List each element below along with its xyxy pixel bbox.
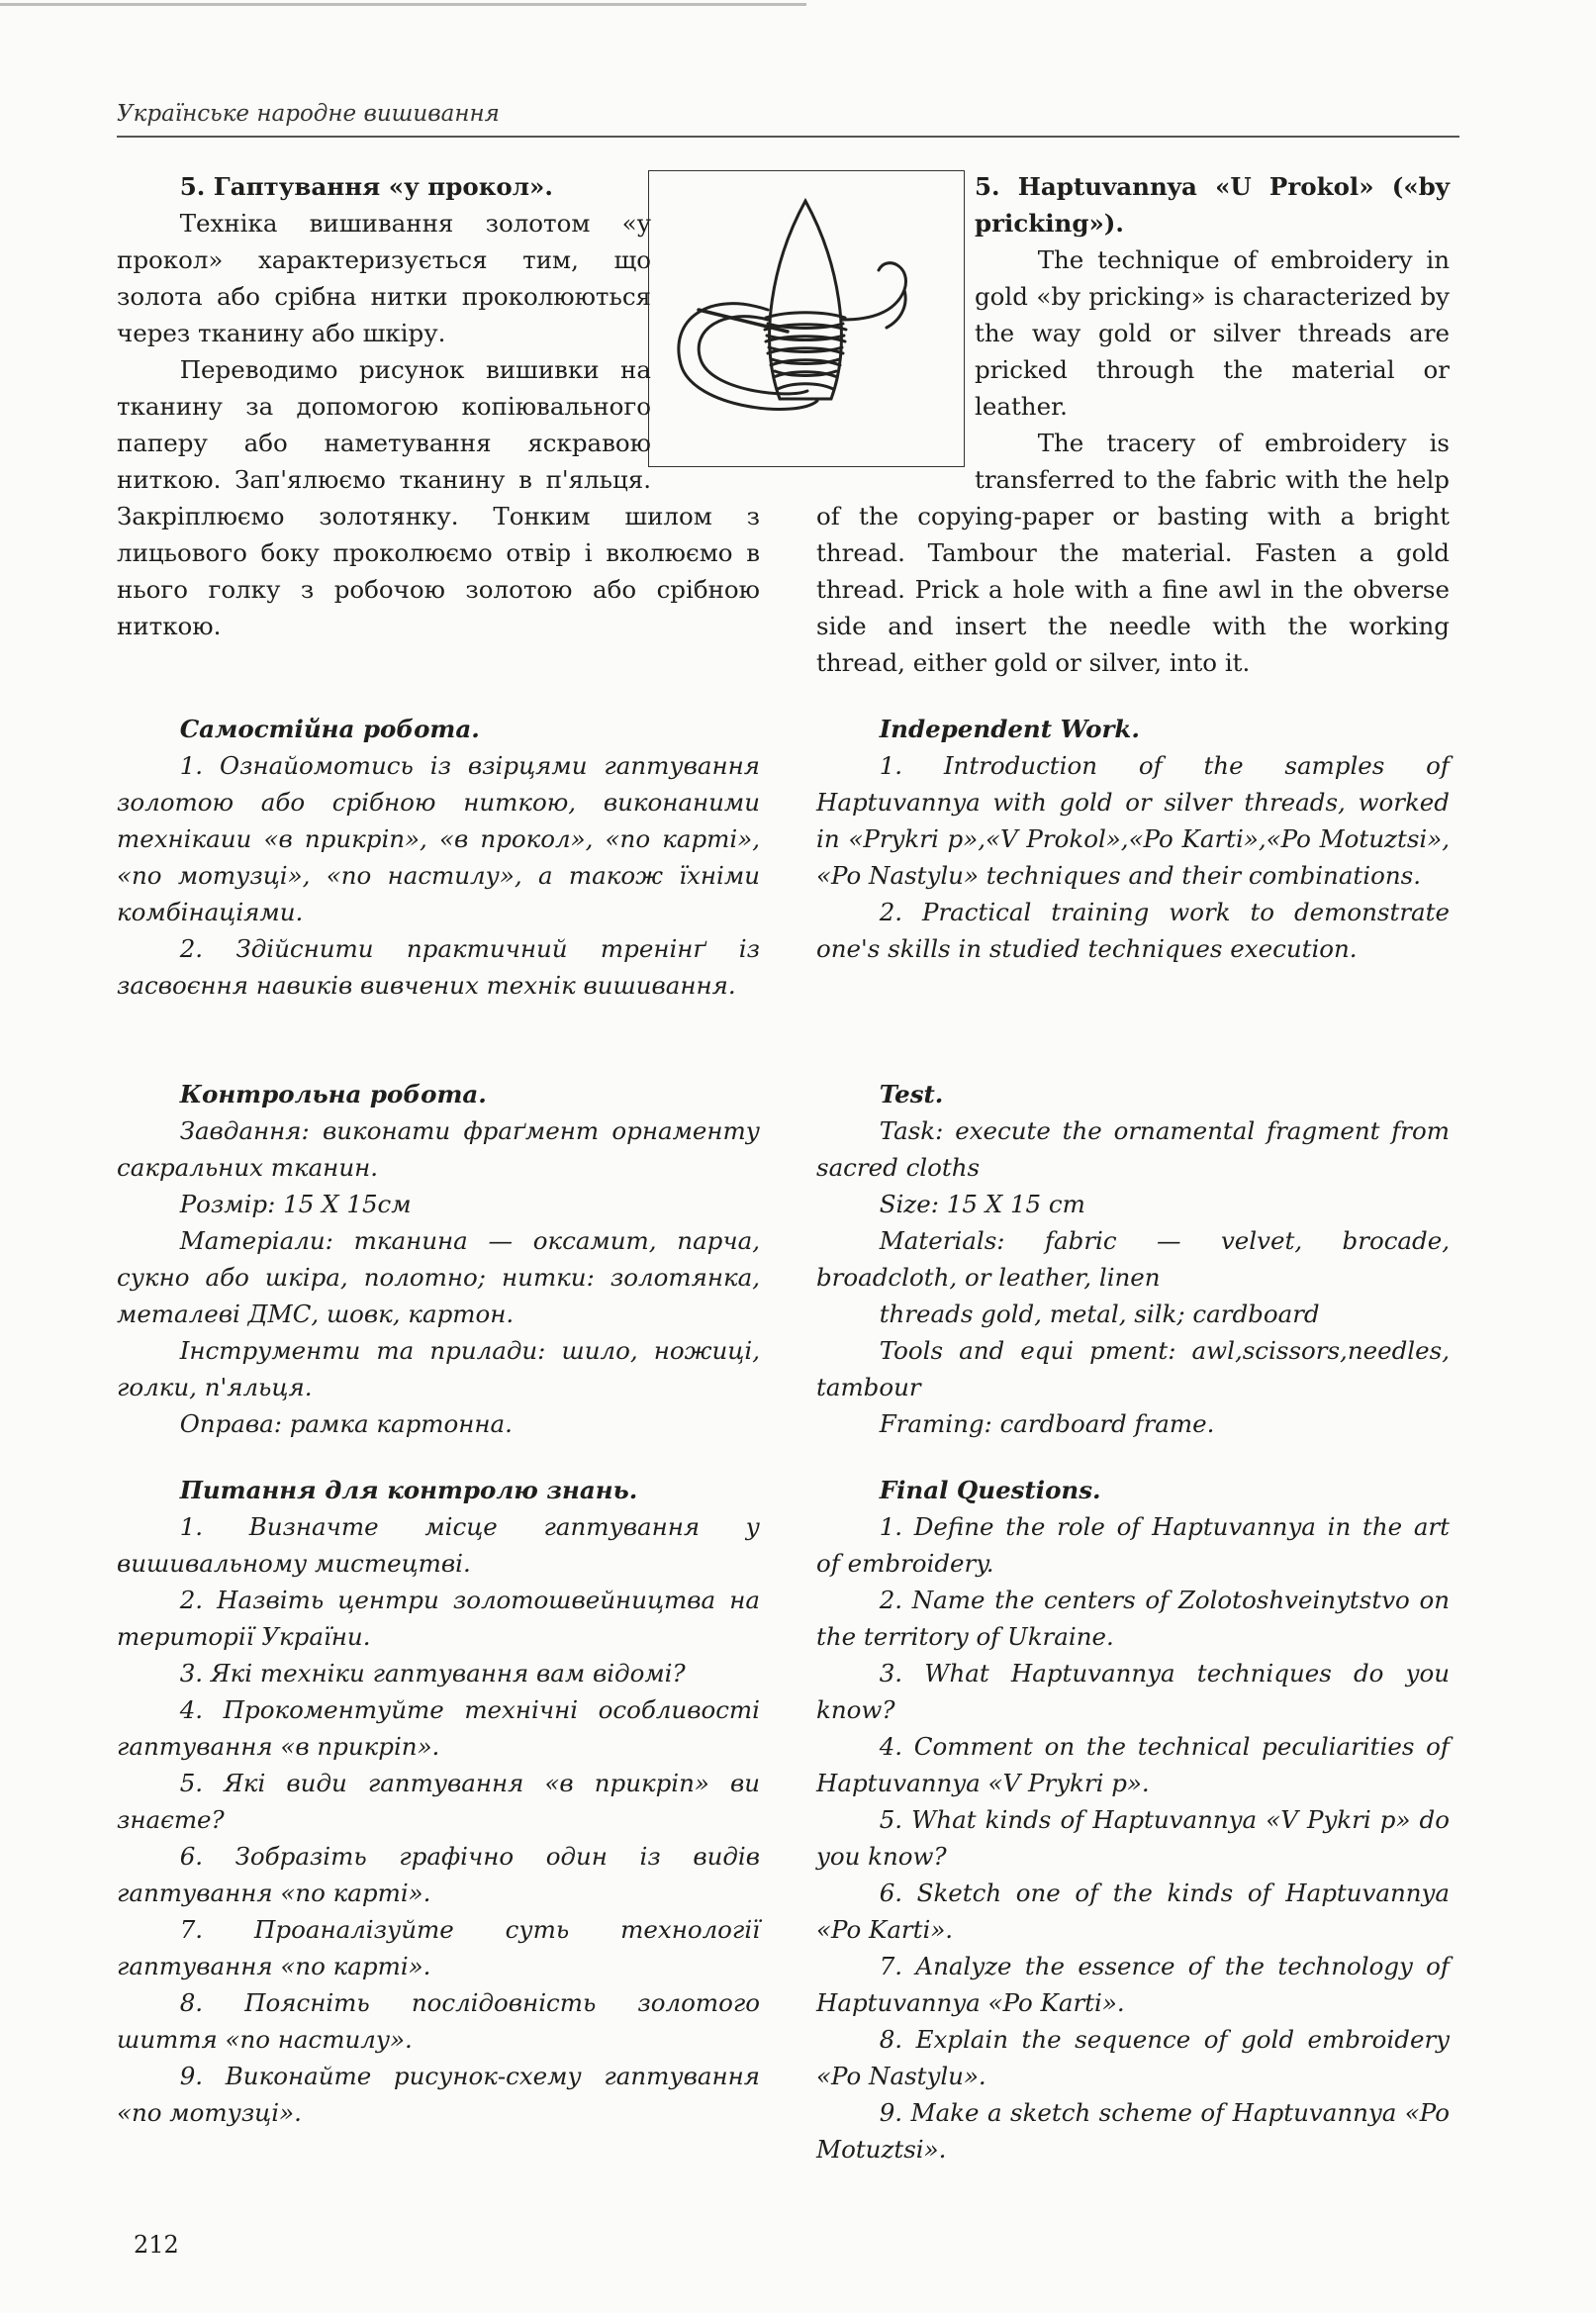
en-independent-item-2: 2. Practical training work to demonstrate one's skills in studied techniques execution. bbox=[816, 898, 1450, 963]
ua-section-5 bbox=[117, 168, 760, 644]
question-item: 4. Comment on the technical peculiarities of Haptuvannya «V Prykri p». bbox=[816, 1732, 1450, 1797]
en-section-5-text2: The tracery of embroidery is transferred to the fabric with the help of the copying-paper or basting with a bright thread. Tambour the material. Fasten a gold thread. Prick a hole with a fine awl in the obverse side and insert the needle with the working thread, either gold or silver, into it. bbox=[816, 429, 1450, 677]
ua-independent-item-1: 1. Ознайомотись із взірцями гаптування золотою або срібною ниткою, виконаними технікаии «в прикріп», «в прокол», «по карті», «по мотузці», «по настилу», а також їхніми комбінаціями. bbox=[117, 751, 760, 926]
ua-test-work bbox=[117, 1076, 760, 1442]
en-section-5-text1: The technique of embroidery in gold «by pricking» is characterized by the way gold or silver threads are pricked through the material or leather. bbox=[975, 245, 1450, 421]
ua-independent-item-2: 2. Здійснити практичний тренінґ із засвоєння навиків вивчених технік вишивання. bbox=[117, 934, 760, 1000]
question-item: 9. Виконайте рисунок-схему гаптування «по мотузці». bbox=[117, 2062, 760, 2127]
en-test-threads: threads gold, metal, silk; cardboard bbox=[879, 1300, 1320, 1328]
ua-test-materials: Матеріали: тканина — оксамит, парча, сукно або шкіра, полотно; нитки: золотянка, металеві ДМС, шовк, картон. bbox=[117, 1226, 760, 1328]
ua-questions-heading: Питання для контролю знань. bbox=[179, 1476, 638, 1504]
question-item: 1. Define the role of Haptuvannya in the art of embroidery. bbox=[816, 1512, 1450, 1578]
question-item: 1. Визначте місце гаптування у вишивальному мистецтві. bbox=[117, 1512, 760, 1578]
ua-test-size: Розмір: 15 X 15см bbox=[179, 1190, 412, 1218]
en-test-work bbox=[816, 1076, 1450, 1442]
question-item: 8. Explain the sequence of gold embroidery «Po Nastylu». bbox=[816, 2025, 1450, 2090]
question-item: 3. What Haptuvannya techniques do you know? bbox=[816, 1659, 1450, 1724]
en-test-size: Size: 15 X 15 cm bbox=[879, 1190, 1085, 1218]
question-item: 9. Make a sketch scheme of Haptuvannya «Po Motuztsi». bbox=[816, 2098, 1450, 2164]
question-item: 4. Прокоментуйте технічні особливості гаптування «в прикріп». bbox=[117, 1695, 760, 1761]
ua-test-frame: Оправа: рамка картонна. bbox=[179, 1409, 513, 1438]
question-item: 2. Назвіть центри золотошвейництва на території України. bbox=[117, 1586, 760, 1651]
question-item: 3. Які техніки гаптування вам відомі? bbox=[179, 1659, 686, 1687]
question-item: 7. Analyze the essence of the technology of Haptuvannya «Po Karti». bbox=[816, 1952, 1450, 2017]
ua-section-5-heading: 5. Гаптування «у прокол». bbox=[179, 172, 553, 201]
question-item: 2. Name the centers of Zolotoshveinytstvo on the territory of Ukraine. bbox=[816, 1586, 1450, 1651]
en-independent-work bbox=[816, 711, 1450, 967]
en-test-materials: Materials: fabric — velvet, brocade, broadcloth, or leather, linen bbox=[816, 1226, 1450, 1292]
running-header: Українське народне вишивання bbox=[117, 101, 500, 127]
ua-test-task: Завдання: виконати фраґмент орнаменту сакральних тканин. bbox=[117, 1116, 760, 1182]
ua-test-heading: Контрольна робота. bbox=[179, 1080, 487, 1108]
en-independent-heading: Independent Work. bbox=[879, 715, 1140, 743]
en-questions bbox=[816, 1472, 1450, 2168]
top-scan-edge bbox=[0, 3, 806, 6]
question-item: 7. Проаналізуйте суть технології гаптування «по карті». bbox=[117, 1915, 760, 1980]
question-item: 5. Які види гаптування «в прикріп» ви знаєте? bbox=[117, 1769, 760, 1834]
ua-section-5-text2: Переводимо рисунок вишивки на тканину за допомогою копіювального паперу або наметування яскравою ниткою. Зап'ялюємо тканину в п'яльця. Закріплюємо золотянку. Тонким шилом з лицьового боку проколюємо отвір і вколюємо в нього голку з робочою золотою або срібною ниткою. bbox=[117, 355, 760, 640]
page-number: 212 bbox=[134, 2231, 179, 2259]
en-test-heading: Test. bbox=[879, 1080, 944, 1108]
en-independent-item-1: 1. Introduction of the samples of Haptuvannya with gold or silver threads, worked in «Prykri p»,«V Prokol»,«Po Karti»,«Po Motuztsi», «Po Nastylu» techniques and their combinations. bbox=[816, 751, 1450, 890]
question-item: 6. Зобразіть графічно один із видів гаптування «по карті». bbox=[117, 1842, 760, 1907]
en-questions-heading: Final Questions. bbox=[879, 1476, 1101, 1504]
ua-test-tools: Інструменти та прилади: шило, ножиці, голки, п'яльця. bbox=[117, 1336, 760, 1401]
figure-float-spacer-en bbox=[816, 168, 975, 483]
en-section-5-heading: 5. Haptuvannya «U Prokol» («by pricking»). bbox=[975, 172, 1450, 238]
ua-section-5-text1: Техніка вишивання золотом «у прокол» характеризується тим, що золота або срібна нитки проколюються через тканину або шкіру. bbox=[117, 209, 651, 347]
en-section-5 bbox=[816, 168, 1450, 681]
question-item: 8. Поясніть послідовність золотого шиття «по настилу». bbox=[117, 1988, 760, 2054]
en-test-frame: Framing: cardboard frame. bbox=[879, 1409, 1215, 1438]
en-test-task: Task: execute the ornamental fragment from sacred cloths bbox=[816, 1116, 1450, 1182]
figure-float-spacer bbox=[651, 168, 760, 483]
question-item: 6. Sketch one of the kinds of Haptuvannya «Po Karti». bbox=[816, 1879, 1450, 1944]
en-test-tools: Tools and equi pment: awl,scissors,needles, tambour bbox=[816, 1336, 1450, 1401]
ua-questions bbox=[117, 1472, 760, 2131]
ua-independent-heading: Самостійна робота. bbox=[179, 715, 480, 743]
ua-independent-work bbox=[117, 711, 760, 1004]
question-item: 5. What kinds of Haptuvannya «V Pykri p» do you know? bbox=[816, 1805, 1450, 1871]
header-rule bbox=[117, 136, 1459, 138]
